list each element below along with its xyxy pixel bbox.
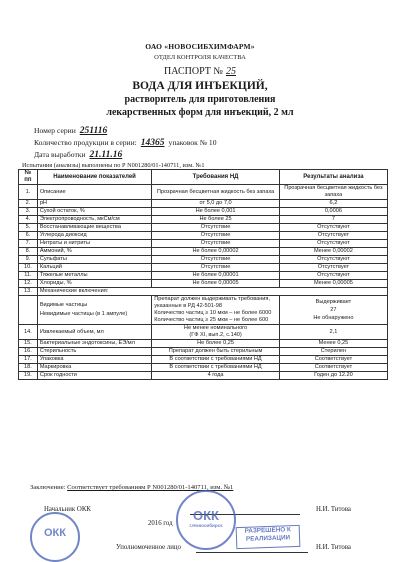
conclusion-label: Заключение: <box>30 484 66 491</box>
row-requirement: 4 года <box>152 372 280 380</box>
authorized-person-name: Н.И. Титова <box>316 544 351 551</box>
mech-result-3: Не обнаружено <box>313 315 354 321</box>
production-date-label: Дата выработки <box>34 150 86 159</box>
row-result: 2,1 <box>279 325 387 340</box>
table-row <box>19 248 388 256</box>
okk-round-stamp <box>176 490 236 550</box>
mech-result-2: 27 <box>330 307 337 313</box>
subvisible-particles-label: Невидимые частицы (в 1 ампуле) <box>39 311 128 317</box>
table-row <box>19 224 388 232</box>
table-row <box>19 216 388 224</box>
okk-round-stamp-2 <box>30 512 80 562</box>
mech-requirement-3: Количество частиц ≥ 25 мкм – не более 600 <box>154 317 269 323</box>
authorized-signature-line <box>196 552 308 553</box>
row-name: Сухой остаток, % <box>37 208 151 216</box>
row-number: 9. <box>19 256 38 264</box>
head-okk-name: Н.И. Титова <box>316 506 351 513</box>
row-requirement: Отсутствие <box>152 264 280 272</box>
table-row <box>19 356 388 364</box>
table-body-special <box>19 288 388 348</box>
row-number: 2. <box>19 200 38 208</box>
row-number: 4. <box>19 216 38 224</box>
row-name: Аммоний, % <box>37 248 151 256</box>
row-requirement: Не более 0,25 <box>152 340 280 348</box>
row-result: 0,0006 <box>279 208 387 216</box>
row-result: Менее 0,25 <box>279 340 387 348</box>
series-line <box>34 126 111 136</box>
series-label: Номер серии <box>34 126 76 135</box>
row-number: 7. <box>19 240 38 248</box>
row-result: Отсутствует <box>279 264 387 272</box>
okk-stamp-text-2: ОКК <box>44 527 66 539</box>
row-requirement: Не более 0,00005 <box>152 280 280 288</box>
test-results-table <box>18 169 388 380</box>
row-requirement: Отсутствие <box>152 240 280 248</box>
conclusion-text: Соответствует требованиям Р N001280/01-140711, изм. №1 <box>67 484 234 491</box>
product-subtitle-1: растворитель для приготовления <box>124 94 276 105</box>
production-date-line <box>34 150 126 160</box>
row-name: Электропроводность, мкСм/см <box>37 216 151 224</box>
mech-requirement-1: Препарат должен выдерживать требования, указанные в РД 42-501-98 <box>154 296 271 309</box>
table-row <box>19 364 388 372</box>
row-requirement: Не более 0,00002 <box>152 248 280 256</box>
quantity-unit: упаковок № 10 <box>168 138 217 147</box>
mech-result-1: Выдерживает <box>315 299 352 305</box>
row-number: 13. <box>19 288 38 296</box>
table-body-tail <box>19 348 388 380</box>
table-row-endotoxins: 15. Бактериальные эндотоксины, ЕЭ/мл Не более 0,25 Менее 0,25 <box>19 340 388 348</box>
volume-requirement-2: (ГФ XI, вып.2, с.140) <box>189 332 242 338</box>
row-result: 6,2 <box>279 200 387 208</box>
row-name: pH <box>37 200 151 208</box>
signature-date: 2016 год <box>148 520 173 527</box>
quantity-value: 14365 <box>140 138 165 148</box>
row-result: Менее 0,00005 <box>279 280 387 288</box>
row-number: 5. <box>19 224 38 232</box>
row-requirement: В соответствии с требованиями НД <box>152 356 280 364</box>
row-requirement: Препарат должен быть стерильным <box>152 348 280 356</box>
header-number: № пп <box>19 170 38 185</box>
table-header-row <box>19 170 388 185</box>
passport-heading <box>0 66 400 77</box>
authorized-person-label: Уполномоченное лицо <box>116 544 181 551</box>
row-result: Отсутствуют <box>279 240 387 248</box>
row-result: Менее 0,00002 <box>279 248 387 256</box>
row-number: 3. <box>19 208 38 216</box>
row-number: 10. <box>19 264 38 272</box>
table-row <box>19 272 388 280</box>
table-row <box>19 240 388 248</box>
table-row <box>19 280 388 288</box>
table-row <box>19 264 388 272</box>
row-name: Углерода диоксид <box>37 232 151 240</box>
row-name: Нитраты и нитриты <box>37 240 151 248</box>
volume-requirement-1: Не менее номинального <box>183 325 248 331</box>
table-row <box>19 208 388 216</box>
row-result: Стерилен <box>279 348 387 356</box>
header-results: Результаты анализа <box>279 170 387 185</box>
mech-requirement-2: Количество частиц ≥ 10 мкм – не более 6000 <box>154 310 272 316</box>
row-result: Соответствует <box>279 364 387 372</box>
row-number: 1. <box>19 185 38 200</box>
row-result: Отсутствуют <box>279 256 387 264</box>
row-result: Отсутствуют <box>279 224 387 232</box>
row-name: Восстанавливающие вещества <box>37 224 151 232</box>
table-row-volume: 14. Извлекаемый объем, мл Не менее номинального (ГФ XI, вып.2, с.140) 2,1 <box>19 325 388 340</box>
row-result: Соответствует <box>279 356 387 364</box>
row-result: Отсутствует <box>279 232 387 240</box>
row-requirement: от 5,0 до 7,0 <box>152 200 280 208</box>
row-name: Бактериальные эндотоксины, ЕЭ/мл <box>37 340 151 348</box>
row-result: 7 <box>279 216 387 224</box>
row-number: 16. <box>19 348 38 356</box>
row-name: Описание <box>37 185 151 200</box>
row-number: 11. <box>19 272 38 280</box>
row-name: Механические включения: <box>37 288 387 296</box>
row-requirement: Прозрачная бесцветная жидкость без запаха <box>152 185 280 200</box>
row-name: Маркировка <box>37 364 151 372</box>
row-requirement: В соответствии с требованиями НД <box>152 364 280 372</box>
row-requirement: Не более 0,00001 <box>152 272 280 280</box>
row-result: Годен до 12.20 <box>279 372 387 380</box>
tests-reference: Испытания (анализы) выполнены по Р N001280/01-140711, изм. №1 <box>22 162 205 169</box>
production-date-value: 21.11.16 <box>89 150 123 160</box>
series-value: 251116 <box>79 126 108 136</box>
table-row-mech-header <box>19 288 388 296</box>
table-row <box>19 348 388 356</box>
header-requirements: Требования НД <box>152 170 280 185</box>
row-name: Стерильность <box>37 348 151 356</box>
row-name: Сульфаты <box>37 256 151 264</box>
row-requirement: Не более 0,001 <box>152 208 280 216</box>
department-name: ОТДЕЛ КОНТРОЛЯ КАЧЕСТВА <box>154 54 246 61</box>
row-name: Извлекаемый объем, мл <box>37 325 151 340</box>
passport-number: 25 <box>225 66 236 77</box>
table-body-main <box>19 185 388 288</box>
row-number: 18. <box>19 364 38 372</box>
row-name: Срок годности <box>37 372 151 380</box>
row-requirement: Отсутствие <box>152 224 280 232</box>
okk-stamp-text: ОКК <box>193 508 219 523</box>
row-number: 12. <box>19 280 38 288</box>
row-number: 17. <box>19 356 38 364</box>
head-okk-label: Начальник ОКК <box>44 506 91 513</box>
row-requirement: Не более 25 <box>152 216 280 224</box>
row-name: Хлориды, % <box>37 280 151 288</box>
quantity-label: Количество продукции в серии: <box>34 138 137 147</box>
table-row <box>19 256 388 264</box>
row-number: 19. <box>19 372 38 380</box>
table-row <box>19 232 388 240</box>
release-stamp: РАЗРЕШЕНО К РЕАЛИЗАЦИИ <box>236 525 301 549</box>
header-indicator: Наименование показателей <box>37 170 151 185</box>
table-row-mech-body <box>19 296 388 325</box>
row-number: 6. <box>19 232 38 240</box>
table-row <box>19 372 388 380</box>
row-requirement: Отсутствие <box>152 256 280 264</box>
product-title: ВОДА ДЛЯ ИНЪЕКЦИЙ, <box>132 80 268 92</box>
quantity-line <box>34 138 217 148</box>
passport-label: ПАСПОРТ № <box>164 66 223 77</box>
visible-particles-label: Видимые частицы <box>39 302 88 308</box>
row-name: Упаковка <box>37 356 151 364</box>
row-result: Прозрачная бесцветная жидкость без запаха <box>279 185 387 200</box>
row-number: 8. <box>19 248 38 256</box>
row-name: Тяжелые металлы <box>37 272 151 280</box>
row-requirement: Отсутствие <box>152 232 280 240</box>
row-result: Отсутствуют <box>279 272 387 280</box>
table-row <box>19 185 388 200</box>
okk-stamp-city: г.Новосибирск <box>189 523 223 528</box>
product-subtitle-2: лекарственных форм для инъекций, 2 мл <box>106 107 294 118</box>
row-name: Кальций <box>37 264 151 272</box>
table-row <box>19 200 388 208</box>
company-name: ОАО «НОВОСИБХИМФАРМ» <box>145 42 255 51</box>
